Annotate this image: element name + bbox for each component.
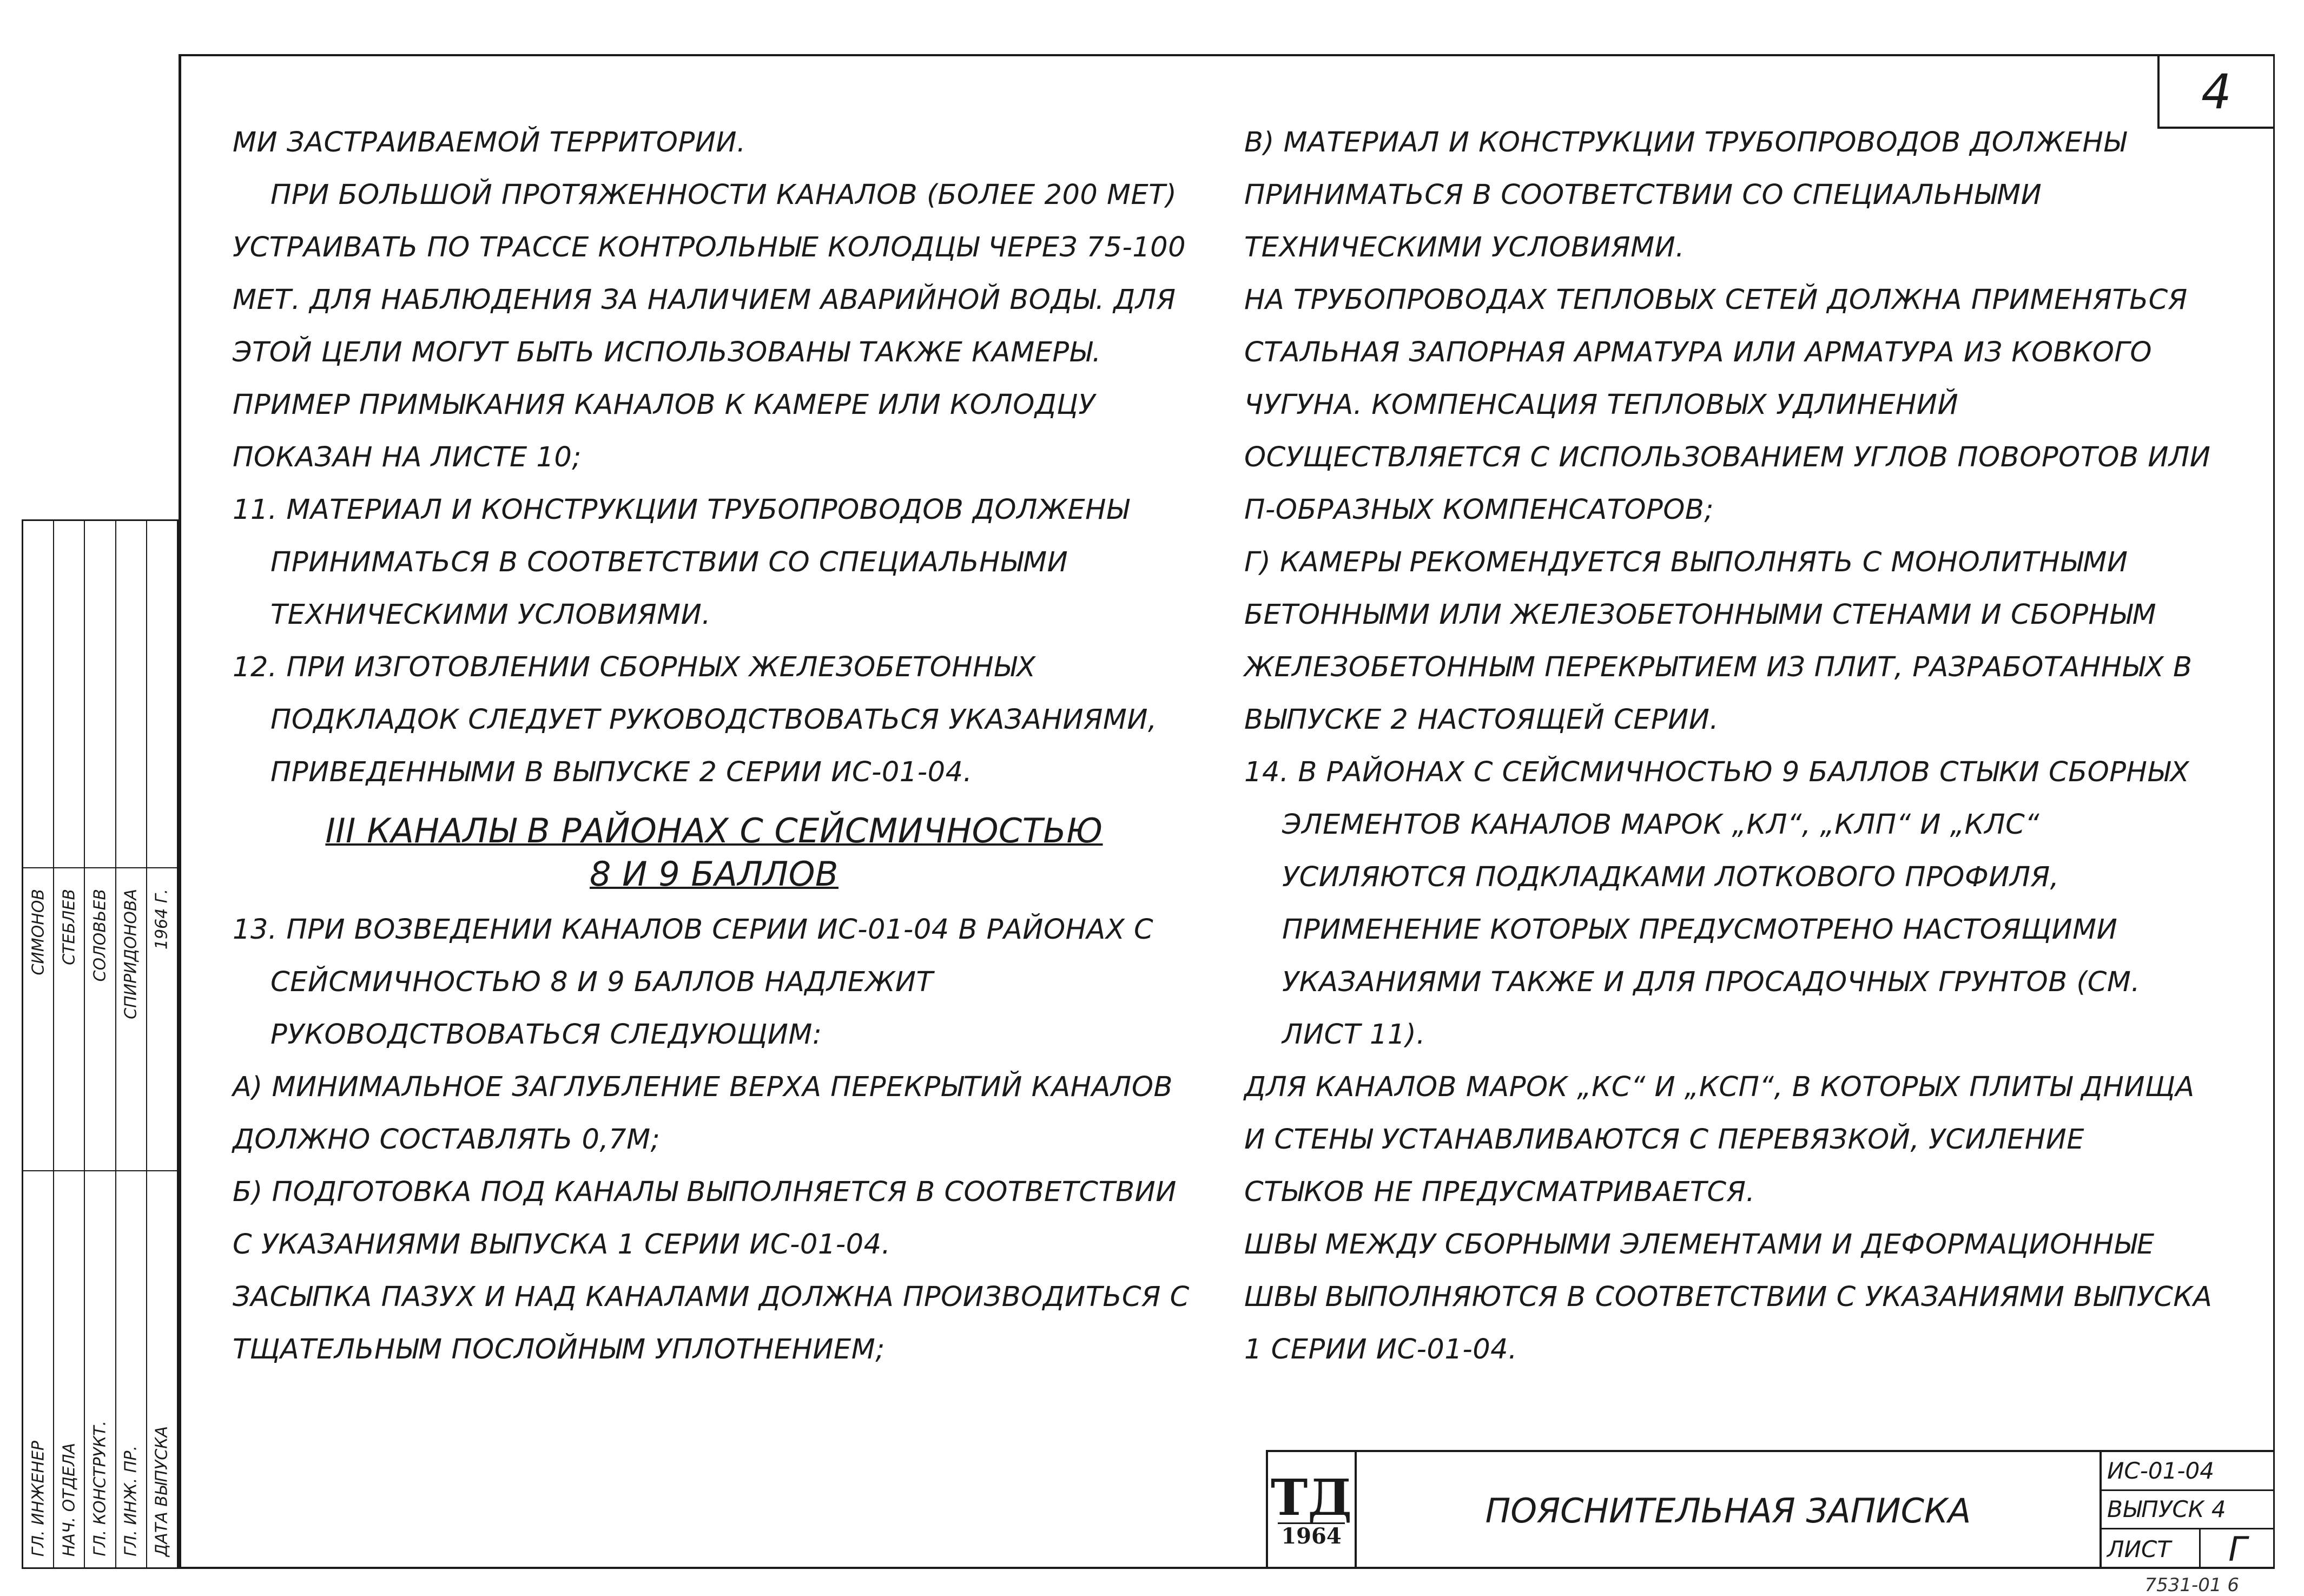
paragraph: ДЛЯ КАНАЛОВ МАРОК „КС“ И „КСП“, В КОТОРЫХ ПЛИТЫ ДНИЩА И СТЕНЫ УСТАНАВЛИВАЮТСЯ С ПЕРЕВЯЗКОЙ, УСИЛЕНИЕ СТЫКОВ НЕ ПРЕДУСМАТРИВАЕТСЯ. — [1244, 1071, 2195, 1208]
paragraph: 13. ПРИ ВОЗВЕДЕНИИ КАНАЛОВ СЕРИИ ИС-01-04 В РАЙОНАХ С СЕЙСМИЧНОСТЬЮ 8 И 9 БАЛЛОВ НАДЛЕЖИТ РУКОВОДСТВОВАТЬСЯ СЛЕДУЮЩИМ: — [233, 914, 1154, 1051]
stamp-name: СОЛОВЬЕВ — [90, 889, 110, 982]
document-title: ПОЯСНИТЕЛЬНАЯ ЗАПИСКА — [1357, 1452, 2102, 1569]
stamp-role: ДАТА ВЫПУСКА — [152, 1426, 171, 1557]
logo-year: 1964 — [1278, 1522, 1344, 1549]
section-heading-line1: III КАНАЛЫ В РАЙОНАХ С СЕЙСМИЧНОСТЬЮ — [325, 811, 1103, 850]
paragraph: Б) ПОДГОТОВКА ПОД КАНАЛЫ ВЫПОЛНЯЕТСЯ В СООТВЕТСТВИИ С УКАЗАНИЯМИ ВЫПУСКА 1 СЕРИИ ИС-01-04. — [233, 1176, 1177, 1261]
logo-letters: ТД — [1270, 1468, 1352, 1527]
stamp-divider — [23, 867, 177, 868]
left-text-column — [233, 116, 1196, 1376]
title-block — [1266, 1450, 2275, 1569]
sheet-label: ЛИСТ — [2102, 1529, 2201, 1569]
paragraph: А) МИНИМАЛЬНОЕ ЗАГЛУБЛЕНИЕ ВЕРХА ПЕРЕКРЫТИЙ КАНАЛОВ ДОЛЖНО СОСТАВЛЯТЬ 0,7М; — [233, 1071, 1173, 1156]
stamp-role: ГЛ. ИНЖЕНЕР — [29, 1440, 48, 1557]
right-text-column — [1244, 116, 2213, 1376]
stamp-name: СТЕБЛЕВ — [60, 889, 79, 965]
title-block-meta — [2102, 1452, 2275, 1569]
section-heading-line2: 8 И 9 БАЛЛОВ — [590, 854, 839, 894]
section-heading — [233, 799, 1196, 903]
td-logo — [1268, 1452, 1357, 1569]
sheet-value: Г — [2228, 1529, 2247, 1569]
stamp-role: ГЛ. КОНСТРУКТ. — [90, 1421, 110, 1557]
paragraph: В) МАТЕРИАЛ И КОНСТРУКЦИИ ТРУБОПРОВОДОВ ДОЛЖЕНЫ ПРИНИМАТЬСЯ В СООТВЕТСТВИИ СО СПЕЦИАЛЬНЫМИ ТЕХНИЧЕСКИМИ УСЛОВИЯМИ. — [1244, 127, 2127, 263]
paragraph: НА ТРУБОПРОВОДАХ ТЕПЛОВЫХ СЕТЕЙ ДОЛЖНА ПРИМЕНЯТЬСЯ СТАЛЬНАЯ ЗАПОРНАЯ АРМАТУРА ИЛИ АРМАТУРА ИЗ КОВКОГО ЧУГУНА. КОМПЕНСАЦИЯ ТЕПЛОВЫХ УДЛИНЕНИЙ ОСУЩЕСТВЛЯЕТСЯ С ИСПОЛЬЗОВАНИЕМ УГЛОВ ПОВОРОТОВ ИЛИ П-ОБРАЗНЫХ КОМПЕНСАТОРОВ; — [1244, 284, 2211, 526]
sheet-number: 4 — [2157, 56, 2273, 129]
paragraph: 11. МАТЕРИАЛ И КОНСТРУКЦИИ ТРУБОПРОВОДОВ ДОЛЖЕНЫ ПРИНИМАТЬСЯ В СООТВЕТСТВИИ СО СПЕЦИАЛЬНЫМИ ТЕХНИЧЕСКИМИ УСЛОВИЯМИ. — [233, 494, 1130, 631]
paragraph: МИ ЗАСТРАИВАЕМОЙ ТЕРРИТОРИИ. — [233, 127, 746, 159]
issue-number: ВЫПУСК 4 — [2102, 1491, 2275, 1530]
paragraph: ШВЫ МЕЖДУ СБОРНЫМИ ЭЛЕМЕНТАМИ И ДЕФОРМАЦИОННЫЕ ШВЫ ВЫПОЛНЯЮТСЯ В СООТВЕТСТВИИ С УКАЗАНИЯМИ ВЫПУСКА 1 СЕРИИ ИС-01-04. — [1244, 1229, 2213, 1366]
paragraph: 12. ПРИ ИЗГОТОВЛЕНИИ СБОРНЫХ ЖЕЛЕЗОБЕТОННЫХ ПОДКЛАДОК СЛЕДУЕТ РУКОВОДСТВОВАТЬСЯ УКАЗАНИЯМИ, ПРИВЕДЕННЫМИ В ВЫПУСКЕ 2 СЕРИИ ИС-01-04. — [233, 651, 1157, 788]
paragraph: 14. В РАЙОНАХ С СЕЙСМИЧНОСТЬЮ 9 БАЛЛОВ СТЫКИ СБОРНЫХ ЭЛЕМЕНТОВ КАНАЛОВ МАРОК „КЛ“, „КЛП“ И „КЛС“ УСИЛЯЮТСЯ ПОДКЛАДКАМИ ЛОТКОВОГО ПРОФИЛЯ, ПРИМЕНЕНИЕ КОТОРЫХ ПРЕДУСМОТРЕНО НАСТОЯЩИМИ УКАЗАНИЯМИ ТАКЖЕ И ДЛЯ ПРОСАДОЧНЫХ ГРУНТОВ (СМ. ЛИСТ 11). — [1244, 756, 2190, 1051]
paragraph: Г) КАМЕРЫ РЕКОМЕНДУЕТСЯ ВЫПОЛНЯТЬ С МОНОЛИТНЫМИ БЕТОННЫМИ ИЛИ ЖЕЛЕЗОБЕТОННЫМИ СТЕНАМИ И СБОРНЫМ ЖЕЛЕЗОБЕТОННЫМ ПЕРЕКРЫТИЕМ ИЗ ПЛИТ, РАЗРАБОТАННЫХ В ВЫПУСКЕ 2 НАСТОЯЩЕЙ СЕРИИ. — [1244, 546, 2193, 736]
stamp-role: ГЛ. ИНЖ. ПР. — [121, 1446, 141, 1557]
stamp-name: СПИРИДОНОВА — [121, 889, 141, 1019]
paragraph: ЗАСЫПКА ПАЗУХ И НАД КАНАЛАМИ ДОЛЖНА ПРОИЗВОДИТЬСЯ С ТЩАТЕЛЬНЫМ ПОСЛОЙНЫМ УПЛОТНЕНИЕМ; — [233, 1281, 1190, 1366]
sheet-row — [2102, 1529, 2275, 1569]
paragraph: ПРИМЕР ПРИМЫКАНИЯ КАНАЛОВ К КАМЕРЕ ИЛИ КОЛОДЦУ ПОКАЗАН НА ЛИСТЕ 10; — [233, 389, 1095, 473]
approval-stamp — [22, 519, 179, 1569]
stamp-divider — [23, 1170, 177, 1171]
stamp-name: 1964 Г. — [152, 889, 171, 950]
paragraph: ПРИ БОЛЬШОЙ ПРОТЯЖЕННОСТИ КАНАЛОВ (БОЛЕЕ 200 МЕТ) УСТРАИВАТЬ ПО ТРАССЕ КОНТРОЛЬНЫЕ КОЛОДЦЫ ЧЕРЕЗ 75-100 МЕТ. ДЛЯ НАБЛЮДЕНИЯ ЗА НАЛИЧИЕМ АВАРИЙНОЙ ВОДЫ. ДЛЯ ЭТОЙ ЦЕЛИ МОГУТ БЫТЬ ИСПОЛЬЗОВАНЫ ТАКЖЕ КАМЕРЫ. — [233, 179, 1186, 368]
series-code: ИС-01-04 — [2102, 1452, 2275, 1491]
footer-code: 7531-01 6 — [2144, 1574, 2239, 1596]
stamp-name: СИМОНОВ — [29, 889, 48, 975]
stamp-names — [23, 878, 177, 1159]
stamp-role: НАЧ. ОТДЕЛА — [60, 1442, 79, 1557]
